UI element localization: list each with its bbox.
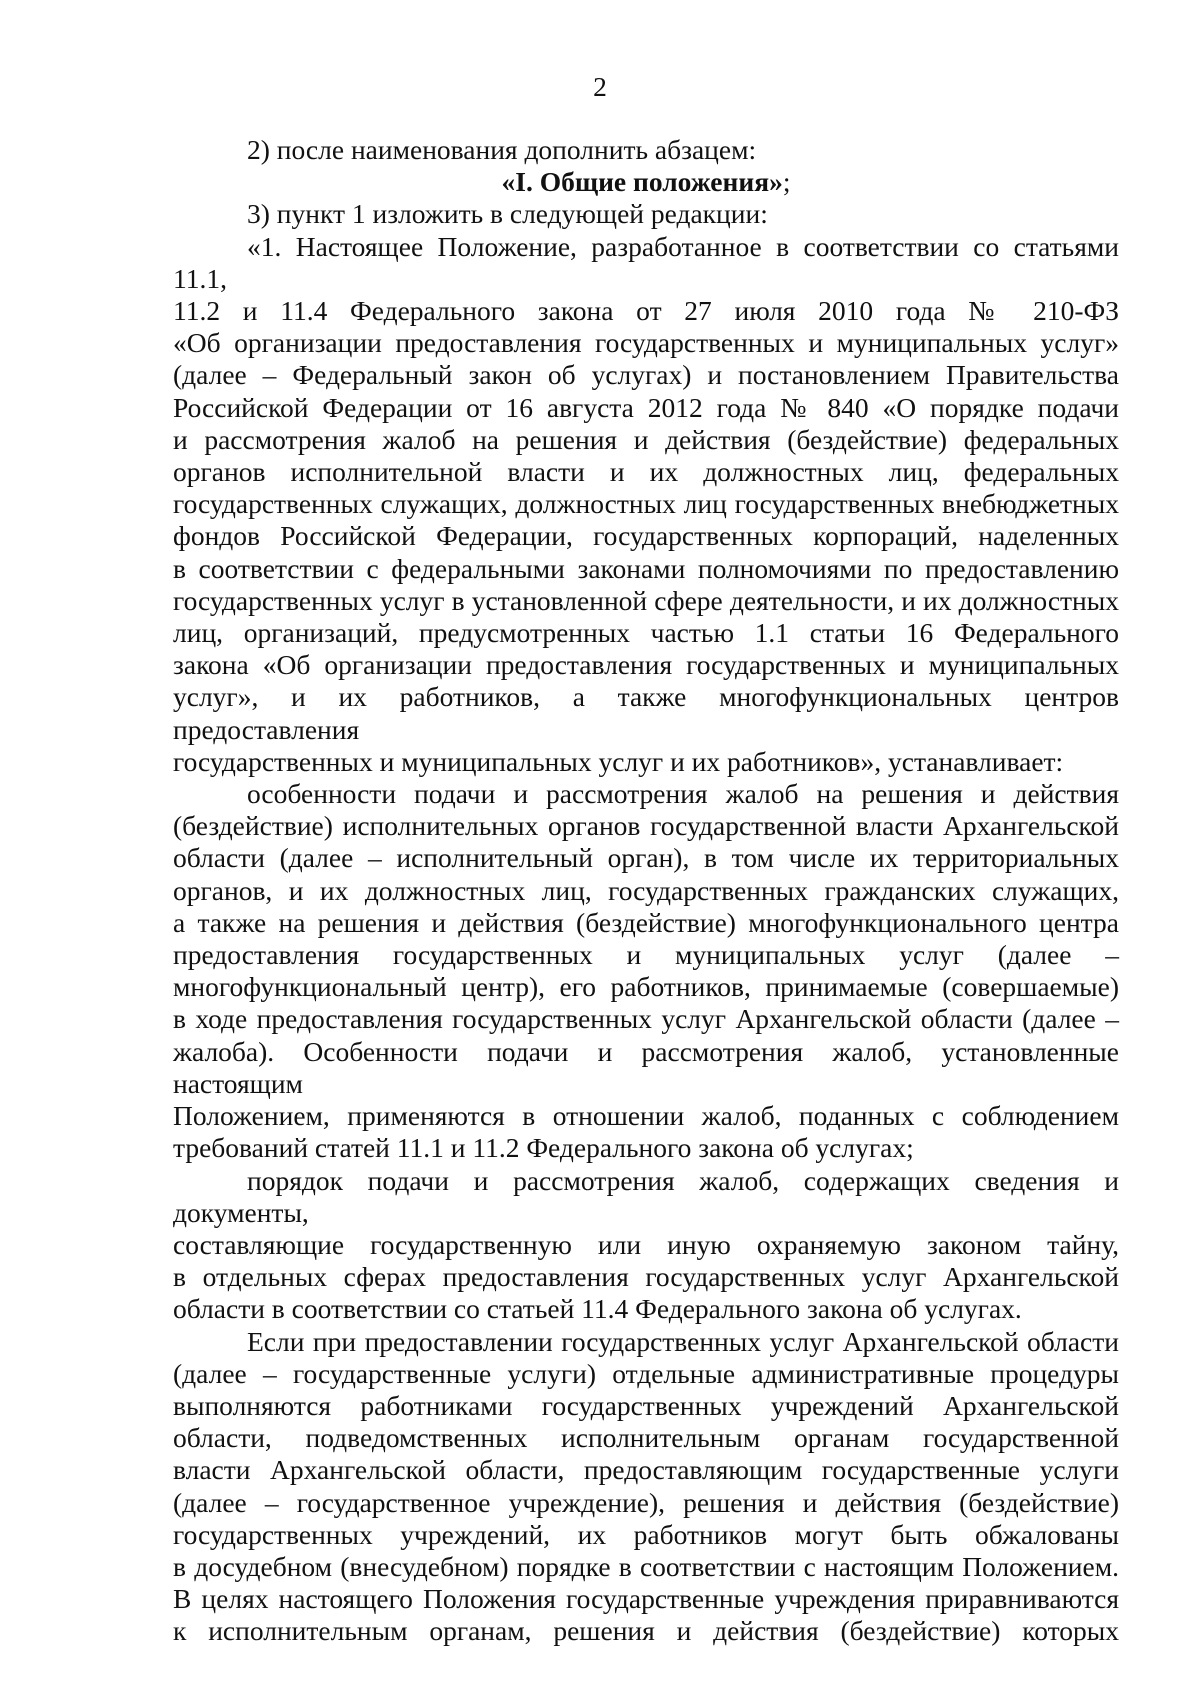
text-line: области (далее – исполнительный орган), в том числе их территориальных — [173, 842, 1119, 874]
text-line: особенности подачи и рассмотрения жалоб на решения и действия — [247, 778, 1119, 810]
text-line: в ходе предоставления государственных услуг Архангельской области (далее – — [173, 1003, 1119, 1035]
text-line: Если при предоставлении государственных услуг Архангельской области — [247, 1325, 1119, 1357]
text-line: области, подведомственных исполнительным органам государственной — [173, 1422, 1119, 1454]
text-line: к исполнительным органам, решения и действия (бездействие) которых — [173, 1615, 1119, 1647]
text-line: Положением, применяются в отношении жалоб, поданных с соблюдением — [173, 1100, 1119, 1132]
text-line: Российской Федерации от 16 августа 2012 года № 840 «О порядке подачи — [173, 391, 1119, 423]
text-line: и рассмотрения жалоб на решения и действия (бездействие) федеральных — [173, 423, 1119, 455]
text-line: (далее – Федеральный закон об услугах) и постановлением Правительства — [173, 359, 1119, 391]
document-body — [173, 134, 1119, 1648]
text-line: власти Архангельской области, предоставляющим государственные услуги — [173, 1454, 1119, 1486]
text-line: области в соответствии со статьей 11.4 Федерального закона об услугах. — [173, 1293, 1022, 1325]
text-line: выполняются работниками государственных учреждений Архангельской — [173, 1389, 1119, 1421]
text-line: услуг», и их работников, а также многофункциональных центров предоставления — [173, 681, 1119, 745]
section-title — [173, 166, 1119, 198]
text-line: органов исполнительной власти и их должностных лиц, федеральных — [173, 456, 1119, 488]
text-line: 11.2 и 11.4 Федерального закона от 27 июля 2010 года № 210-ФЗ — [173, 295, 1119, 327]
text-line: В целях настоящего Положения государственные учреждения приравниваются — [173, 1583, 1119, 1615]
text-line: государственных служащих, должностных лиц государственных внебюджетных — [173, 488, 1119, 520]
text-line: а также на решения и действия (бездействие) многофункционального центра — [173, 906, 1119, 938]
text-line: закона «Об организации предоставления государственных и муниципальных — [173, 649, 1119, 681]
amendment-item-2: 2) после наименования дополнить абзацем: — [247, 134, 757, 165]
text-line: (бездействие) исполнительных органов государственной власти Архангельской — [173, 810, 1119, 842]
paragraph-2 — [173, 778, 1119, 1164]
amendment-item-3: 3) пункт 1 изложить в следующей редакции: — [247, 198, 768, 230]
paragraph-4 — [173, 1326, 1119, 1648]
text-line: (далее – государственное учреждение), решения и действия (бездействие) — [173, 1486, 1119, 1518]
text-line: «Об организации предоставления государственных и муниципальных услуг» — [173, 327, 1119, 359]
text-line: требований статей 11.1 и 11.2 Федерального закона об услугах; — [173, 1132, 914, 1164]
text-line: государственных и муниципальных услуг и их работников», устанавливает: — [173, 745, 1064, 777]
text-line: государственных учреждений, их работников могут быть обжалованы — [173, 1518, 1119, 1550]
text-line: составляющие государственную или иную охраняемую законом тайну, — [173, 1228, 1119, 1260]
text-line: государственных услуг в установленной сфере деятельности, и их должностных — [173, 584, 1119, 616]
text-line: предоставления государственных и муниципальных услуг (далее – — [173, 939, 1119, 971]
text-line: лиц, организаций, предусмотренных частью 1.1 статьи 16 Федерального — [173, 617, 1119, 649]
text-line: фондов Российской Федерации, государственных корпораций, наделенных — [173, 520, 1119, 552]
section-title-suffix: ; — [782, 166, 791, 198]
section-title-text: «I. Общие положения» — [501, 166, 783, 198]
text-line: порядок подачи и рассмотрения жалоб, содержащих сведения и документы, — [173, 1164, 1119, 1228]
text-line: в досудебном (внесудебном) порядке в соответствии с настоящим Положением. — [173, 1550, 1119, 1582]
text-line: в соответствии с федеральными законами полномочиями по предоставлению — [173, 552, 1119, 584]
text-line: органов, и их должностных лиц, государственных гражданских служащих, — [173, 874, 1119, 906]
text-line: в отдельных сферах предоставления государственных услуг Архангельской — [173, 1261, 1119, 1293]
text-line: жалоба). Особенности подачи и рассмотрения жалоб, установленные настоящим — [173, 1035, 1119, 1099]
text-line: (далее – государственные услуги) отдельные административные процедуры — [173, 1357, 1119, 1389]
text-line: многофункциональный центр), его работников, принимаемые (совершаемые) — [173, 971, 1119, 1003]
page-number: 2 — [593, 71, 607, 102]
paragraph-1 — [173, 231, 1119, 778]
text-line: «1. Настоящее Положение, разработанное в соответствии со статьями 11.1, — [173, 230, 1119, 294]
paragraph-3 — [173, 1165, 1119, 1326]
